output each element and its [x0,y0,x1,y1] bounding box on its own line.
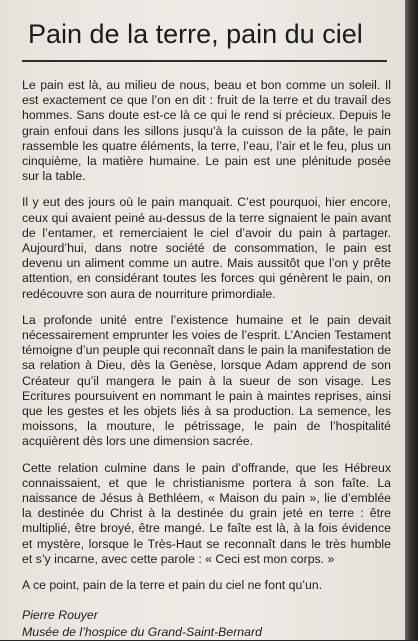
paragraph-2: Il y eut des jours où le pain manquait. C’est pourquoi, hier encore, ceux qui avaient peiné au-dessus de la terre signaient le pain avant de l’entamer, et remerciaient le ciel d’avoir du pain à partager. Aujourd’hui, dans notre société de consommation, le pain est devenu un aliment comme un autre. Mais aussitôt que l’on y prête attention, en considérant toutes les forces qui génèrent le pain, on redécouvre son aura de nourriture primordiale. [22,195,391,301]
paragraph-4: Cette relation culmine dans le pain d’offrande, que les Hébreux connaissaient, et que le christianisme portera à son faîte. La naissance de Jésus à Bethléem, « Maison du pain », lie d’emblée la destinée du Christ à la destinée du grain jeté en terre : être multiplié, être broyé, être mangé. Le faîte est là, à la fois évidence et mystère, lorsque le Très-Haut se reconnaît dans le très humble et s’y incarne, avec cette parole : « Ceci est mon corps. » [22,460,391,566]
author-name: Pierre Rouyer [22,608,98,623]
paragraph-5: A ce point, pain de la terre et pain du ciel ne font qu’un. [22,578,323,593]
paragraph-3: La profonde unité entre l’existence humaine et le pain devait nécessairement emprunter les voies de l’esprit. L’Ancien Testament témoigne d’un peuple qui reconnaît dans le pain la manifestation de sa relation à Dieu, dès la Genèse, lorsque Adam apprend de son Créateur qu’il mangera le pain à la sueur de son visage. Les Ecritures poursuivent en nommant le pain à maintes reprises, ainsi que les gestes et les objets liés à sa production. La semence, les moissons, la mouture, le pétrissage, le pain de l’hospitalité acquièrent dès lors une dimension sacrée. [22,312,391,449]
paragraph-1: Le pain est là, au milieu de nous, beau et bon comme un soleil. Il est exactement ce que l’on en dit : fruit de la terre et du travail des hommes. Sans doute est-ce là ce qui le rend si précieux. Depuis le grain enfoui dans les sillons jusqu’à la cuisson de la pâte, le pain rassemble les quatre éléments, la terre, l’eau, l’air et le feu, plus un cinquième, la matière humaine. Le pain est une plénitude posée sur la table. [22,78,391,184]
page-title: Pain de la terre, pain du ciel [28,19,363,49]
signature-block [22,607,391,641]
author-institution: Musée de l’hospice du Grand-Saint-Bernard [22,625,262,640]
panel-edge [405,0,418,640]
title-divider [22,60,387,62]
